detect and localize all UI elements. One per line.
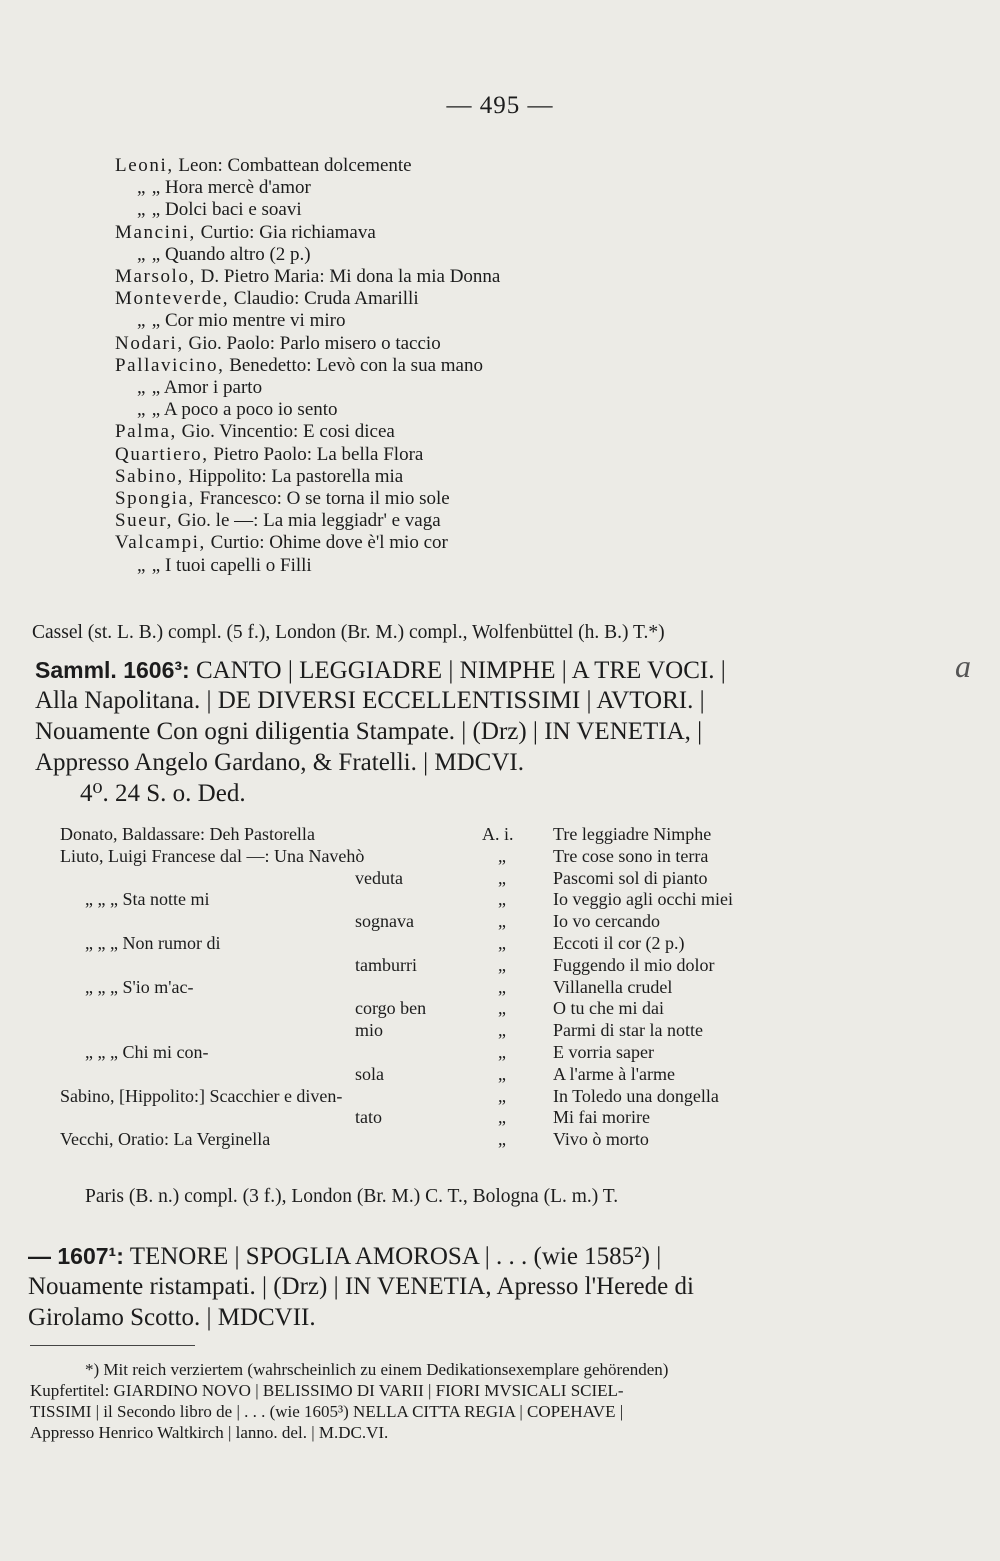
composer-name: Sabino,	[115, 465, 184, 487]
footnote-line: Appresso Henrico Waltkirch | lanno. del. | M.DC.VI.	[30, 1423, 389, 1442]
list-item	[115, 488, 450, 510]
piece-title: „ Cor mio mentre vi miro	[147, 310, 346, 332]
piece-title: Gio. le —: La mia leggiadr' e vaga	[172, 510, 441, 532]
list-item	[115, 155, 412, 177]
table-cell: „	[498, 933, 506, 953]
table-cell: E vorria saper	[553, 1042, 654, 1062]
piece-title: „ Dolci baci e soavi	[147, 199, 302, 221]
piece-title: „ Quando altro (2 p.)	[147, 243, 311, 265]
footnote-line: Kupfertitel: GIARDINO NOVO | BELISSIMO DI VARII | FIORI MVSICALI SCIEL-	[30, 1381, 624, 1400]
composer-name: Spongia,	[115, 488, 195, 509]
margin-note: a	[955, 648, 971, 684]
footnote-line: *) Mit reich verziertem (wahrscheinlich zu einem Dedikationsexemplare gehörenden)	[85, 1360, 669, 1379]
list-item	[115, 510, 441, 532]
piece-title: Francesco: O se torna il mio sole	[194, 488, 450, 509]
table-cell: Tre cose sono in terra	[553, 845, 709, 866]
table-cell: Sabino, [Hippolito:] Scacchier e diven-	[60, 1085, 343, 1106]
composer-name: „	[137, 243, 148, 265]
table-cell: A. i.	[482, 824, 514, 844]
entry-1606-line1	[35, 656, 726, 685]
library-holdings-1: Cassel (st. L. B.) compl. (5 f.), London (Br. M.) compl., Wolfenbüttel (h. B.) T.*)	[32, 622, 665, 643]
table-cell: Vivo ò morto	[553, 1129, 649, 1150]
composer-name: Monteverde,	[115, 288, 230, 310]
entry-1606-line2: Alla Napolitana. | DE DIVERSI ECCELLENTISSIMI | AVTORI. |	[35, 687, 705, 714]
table-cell: „	[498, 1063, 506, 1084]
table-cell: „	[498, 976, 506, 997]
composer-name: Leoni,	[115, 155, 174, 176]
table-cell: Mi fai morire	[553, 1107, 650, 1128]
entry-1607-line2: Nouamente ristampati. | (Drz) | IN VENETIA, Apresso l'Herede di	[28, 1273, 694, 1300]
table-cell: Fuggendo il mio dolor	[553, 954, 715, 975]
composer-name: Pallavicino,	[115, 354, 225, 376]
piece-title: Claudio: Cruda Amarilli	[229, 288, 419, 310]
table-cell: „	[498, 1085, 506, 1106]
table-cell: „	[498, 867, 506, 888]
entry-label: — 1607¹:	[28, 1243, 124, 1269]
list-item	[115, 266, 500, 288]
composer-name: Palma,	[115, 421, 177, 443]
footnote-rule	[30, 1345, 195, 1346]
table-cell: Villanella crudel	[553, 976, 673, 997]
list-item	[115, 377, 262, 399]
piece-title: Gio. Vincentio: E cosi dicea	[176, 421, 395, 443]
table-cell: „	[498, 954, 506, 975]
table-cell: „	[498, 1107, 506, 1128]
entry-1606-line4: Appresso Angelo Gardano, & Fratelli. | MDCVI.	[35, 749, 524, 776]
piece-title: „ A poco a poco io sento	[147, 399, 338, 421]
composer-name: Mancini,	[115, 221, 196, 243]
list-item	[115, 444, 423, 466]
list-item	[115, 333, 441, 355]
table-cell: „	[498, 1129, 506, 1150]
table-cell: veduta	[355, 867, 403, 888]
table-cell: Tre leggiadre Nimphe	[553, 824, 712, 844]
composer-name: „	[137, 177, 148, 199]
table-cell: mio	[355, 1020, 384, 1041]
list-item	[115, 399, 338, 421]
list-item	[115, 199, 302, 221]
title-line: CANTO | LEGGIADRE | NIMPHE | A TRE VOCI. |	[195, 657, 726, 684]
table-cell: „	[498, 889, 506, 910]
table-cell: „	[498, 998, 506, 1019]
table-cell: „	[498, 1020, 506, 1041]
piece-title: Curtio: Ohime dove è'l mio cor	[205, 532, 448, 554]
composer-name: Marsolo,	[115, 266, 196, 287]
composer-name: „	[137, 310, 148, 332]
piece-title: „ Amor i parto	[147, 377, 263, 398]
piece-title: Hippolito: La pastorella mia	[183, 465, 404, 487]
piece-title: „ Hora mercè d'amor	[147, 177, 311, 199]
composer-name: Quartiero,	[115, 443, 209, 465]
title-line: TENORE | SPOGLIA AMOROSA | . . . (wie 1585²) |	[129, 1243, 662, 1270]
library-holdings-2: Paris (B. n.) compl. (3 f.), London (Br. M.) C. T., Bologna (L. m.) T.	[85, 1186, 619, 1207]
table-cell: „	[498, 1042, 506, 1062]
entry-1607-line1	[28, 1242, 661, 1271]
table-cell: tamburri	[355, 954, 417, 975]
piece-title: Gio. Paolo: Parlo misero o taccio	[183, 332, 441, 354]
table-cell: sola	[355, 1063, 384, 1084]
list-item	[115, 421, 395, 443]
table-cell: Io veggio agli occhi miei	[553, 889, 733, 910]
table-cell: „ „ „ Non rumor di	[85, 933, 221, 953]
table-cell: In Toledo una dongella	[553, 1085, 719, 1106]
table-cell: corgo ben	[355, 998, 427, 1019]
table-cell: tato	[355, 1107, 382, 1128]
list-item	[115, 355, 483, 377]
footnote-line: TISSIMI | il Secondo libro de | . . . (wie 1605³) NELLA CITTA REGIA | COPEHAVE |	[30, 1402, 624, 1421]
list-item	[115, 310, 345, 332]
table-cell: „	[498, 845, 506, 866]
list-item	[115, 466, 403, 488]
table-cell: sognava	[355, 911, 414, 932]
piece-title: Benedetto: Levò con la sua mano	[224, 354, 483, 376]
piece-title: Leon: Combattean dolcemente	[173, 155, 412, 176]
table-cell: „ „ „ S'io m'ac-	[85, 976, 194, 997]
composer-name: Valcampi,	[115, 532, 206, 554]
table-cell: Io vo cercando	[553, 911, 660, 932]
list-item	[115, 244, 311, 266]
table-cell: Pascomi sol di pianto	[553, 867, 708, 888]
list-item	[115, 532, 448, 554]
piece-title: Curtio: Gia richiamava	[195, 221, 376, 243]
composer-name: Nodari,	[115, 332, 184, 354]
table-cell: A l'arme à l'arme	[553, 1063, 675, 1084]
table-cell: Eccoti il cor (2 p.)	[553, 933, 685, 953]
table-cell: Vecchi, Oratio: La Verginella	[60, 1129, 271, 1150]
table-cell: „	[498, 911, 506, 932]
composer-name: „	[137, 399, 148, 421]
page-number: — 495 —	[446, 92, 554, 119]
table-cell: „ „ „ Sta notte mi	[85, 889, 210, 910]
list-item	[115, 555, 312, 577]
composer-name: „	[137, 554, 148, 576]
entry-1606-format: 4⁰. 24 S. o. Ded.	[80, 780, 246, 807]
table-cell: „ „ „ Chi mi con-	[85, 1042, 209, 1062]
entry-label: Samml. 1606³:	[35, 657, 190, 683]
entry-1606-line3: Nouamente Con ogni diligentia Stampate. | (Drz) | IN VENETIA, |	[35, 718, 703, 745]
list-item	[115, 222, 376, 244]
list-item	[115, 288, 419, 310]
piece-title: Pietro Paolo: La bella Flora	[208, 443, 424, 465]
composer-name: Sueur,	[115, 510, 173, 532]
piece-title: „ I tuoi capelli o Filli	[147, 554, 312, 576]
composer-name: „	[137, 199, 148, 221]
list-item	[115, 177, 311, 199]
table-cell: O tu che mi dai	[553, 998, 664, 1019]
table-cell: Donato, Baldassare: Deh Pastorella	[60, 824, 315, 844]
composer-name: „	[137, 377, 148, 398]
table-cell: Parmi di star la notte	[553, 1020, 703, 1041]
table-cell: Liuto, Luigi Francese dal —: Una Navehò	[60, 845, 365, 866]
piece-title: D. Pietro Maria: Mi dona la mia Donna	[195, 266, 501, 287]
entry-1607-line3: Girolamo Scotto. | MDCVII.	[28, 1304, 316, 1331]
